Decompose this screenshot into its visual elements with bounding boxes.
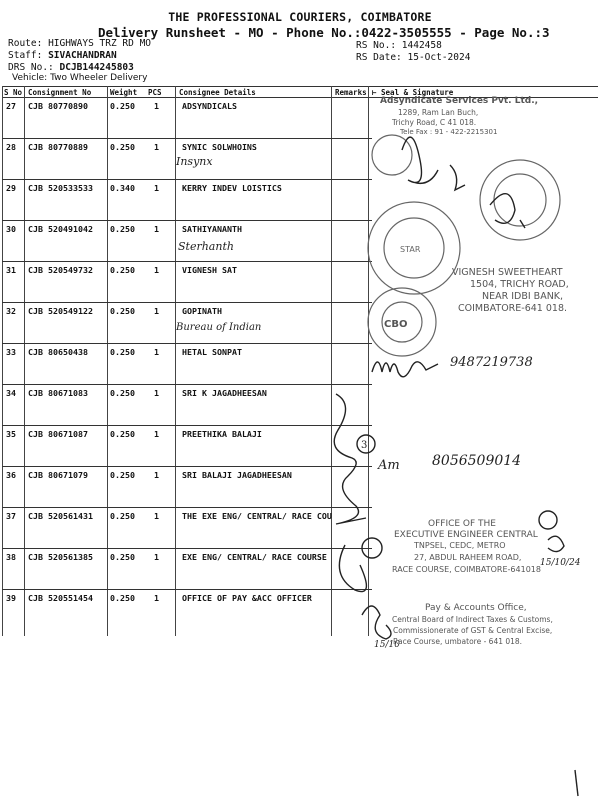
row-consignee: SRI BALAJI JAGADHEESAN	[182, 470, 292, 480]
row-consignment-no: CJB 520549122	[28, 306, 93, 316]
col-header-weight: Weight	[110, 88, 138, 97]
col-header-consignment: Consignment No	[28, 88, 92, 97]
stamp-bis-label: CBO	[384, 319, 408, 330]
row-consignment-no: CJB 520549732	[28, 265, 93, 275]
row-consignee: VIGNESH SAT	[182, 265, 237, 275]
stamp-vignesh-line1: VIGNESH SWEETHEART	[452, 267, 563, 278]
row-pcs: 1	[154, 470, 159, 480]
row-weight: 0.250	[110, 388, 135, 398]
row-consignee: KERRY INDEV LOISTICS	[182, 183, 282, 193]
stray-pen-mark	[575, 770, 578, 796]
handwritten-signature-row30: Sterhanth	[178, 240, 234, 253]
col-header-pcs: PCS	[148, 88, 162, 97]
row-pcs: 1	[154, 183, 159, 193]
rs-date-value: 15-Oct-2024	[407, 52, 471, 63]
handwritten-signature-row32: Bureau of Indian	[176, 322, 262, 333]
row-consignee: EXE ENG/ CENTRAL/ RACE COURSE	[182, 552, 327, 562]
row-pcs: 1	[154, 552, 159, 562]
signature-scribble-row29	[490, 194, 525, 228]
round-seal-bis	[368, 288, 436, 356]
svg-text:STAR: STAR	[400, 245, 421, 254]
round-seal-kerry-indev	[480, 160, 560, 240]
row-weight: 0.250	[110, 593, 135, 603]
row-consignment-no: CJB 520561385	[28, 552, 93, 562]
drs-label: DRS No.:	[8, 62, 54, 73]
row-sno: 27	[6, 101, 16, 111]
handwritten-signature-row28: Insynx	[176, 155, 213, 168]
row-consignee: HETAL SONPAT	[182, 347, 242, 357]
row-pcs: 1	[154, 224, 159, 234]
seal-marker-icon: ⊢	[372, 88, 377, 97]
row-weight: 0.340	[110, 183, 135, 193]
col-header-remarks: Remarks	[335, 88, 367, 97]
row-consignee: SATHIYANANTH	[182, 224, 242, 234]
row-consignment-no: CJB 520551454	[28, 593, 93, 603]
row-sno: 37	[6, 511, 16, 521]
row-consignee: SRI K JAGADHEESAN	[182, 388, 267, 398]
row-weight: 0.250	[110, 306, 135, 316]
row-weight: 0.250	[110, 470, 135, 480]
col-header-seal-label: Seal & Signature	[381, 88, 454, 97]
stamp-adsyndicate-tel: Tele Fax : 91 - 422-2215301	[400, 128, 498, 136]
row-consignment-no: CJB 80770890	[28, 101, 88, 111]
row-pcs: 1	[154, 265, 159, 275]
row-pcs: 1	[154, 429, 159, 439]
row-weight: 0.250	[110, 142, 135, 152]
row-weight: 0.250	[110, 511, 135, 521]
circle-mark-2-row37	[539, 511, 557, 529]
row-pcs: 1	[154, 142, 159, 152]
col-header-sno: S No	[4, 88, 23, 97]
row-weight: 0.250	[110, 552, 135, 562]
vehicle-value: Two Wheeler Delivery	[50, 73, 148, 83]
stamp-exe-line3: TNPSEL, CEDC, METRO	[414, 541, 506, 550]
row-weight: 0.250	[110, 101, 135, 111]
company-title: THE PROFESSIONAL COURIERS, COIMBATORE	[168, 10, 432, 24]
row-sno: 38	[6, 552, 16, 562]
row-consignment-no: CJB 520561431	[28, 511, 93, 521]
row-consignment-no: CJB 80650438	[28, 347, 88, 357]
handwritten-phone-row36: 8056509014	[432, 453, 522, 469]
row-consignee: PREETHIKA BALAJI	[182, 429, 262, 439]
handwritten-date-row39: 15/10	[374, 640, 400, 650]
row-sno: 39	[6, 593, 16, 603]
signature-scribble-row38-right	[548, 536, 564, 551]
signature-scribble-row28	[402, 137, 465, 190]
rs-no-label: RS No.:	[356, 40, 397, 51]
stamp-exe-line2: EXECUTIVE ENGINEER CENTRAL	[394, 530, 538, 540]
round-seal-star-health	[368, 202, 460, 294]
runsheet-title: Delivery Runsheet - MO - Phone No.:0422-3505555 - Page No.:3	[98, 25, 550, 40]
row-sno: 34	[6, 388, 16, 398]
row-weight: 0.250	[110, 429, 135, 439]
row-consignee: THE EXE ENG/ CENTRAL/ RACE COU	[182, 511, 332, 521]
row-consignee: GOPINATH	[182, 306, 222, 316]
stamp-pay-line2: Central Board of Indirect Taxes & Customs,	[392, 615, 553, 624]
row-pcs: 1	[154, 101, 159, 111]
stamp-vignesh-line3: NEAR IDBI BANK,	[482, 291, 564, 302]
row-pcs: 1	[154, 306, 159, 316]
stamp-exe-line5: RACE COURSE, COIMBATORE-641018	[392, 565, 541, 574]
route-label: Route:	[8, 38, 43, 49]
stamp-pay-line4: Race Course, umbatore - 641 018.	[393, 637, 523, 646]
row-consignee: SYNIC SOLWHOINS	[182, 142, 257, 152]
stamp-vignesh-line2: 1504, TRICHY ROAD,	[470, 279, 569, 290]
bracket-scribble-rows34-37	[334, 394, 366, 524]
staff-value: SIVACHANDRAN	[48, 50, 117, 61]
row-sno: 30	[6, 224, 16, 234]
stamp-exe-line1: OFFICE OF THE	[428, 519, 496, 529]
row-weight: 0.250	[110, 265, 135, 275]
row-consignee: ADSYNDICALS	[182, 101, 237, 111]
stamp-pay-line1: Pay & Accounts Office,	[425, 603, 527, 613]
rs-no-value: 1442458	[401, 40, 442, 51]
rs-date-label: RS Date:	[356, 52, 402, 63]
signature-scribble-row33	[372, 362, 438, 377]
stamp-exe-line4: 27, ABDUL RAHEEM ROAD,	[414, 553, 522, 562]
row-pcs: 1	[154, 511, 159, 521]
row-pcs: 1	[154, 347, 159, 357]
row-sno: 35	[6, 429, 16, 439]
stamp-vignesh-line4: COIMBATORE-641 018.	[458, 303, 568, 314]
row-pcs: 1	[154, 388, 159, 398]
handwritten-phone-row33: 9487219738	[450, 355, 533, 370]
row-pcs: 1	[154, 593, 159, 603]
row-sno: 33	[6, 347, 16, 357]
stamp-adsyndicate-address2: Trichy Road, C 41 018.	[392, 118, 477, 127]
route-value: HIGHWAYS TRZ RD MO	[48, 38, 152, 49]
row-consignment-no: CJB 520533533	[28, 183, 93, 193]
handwritten-signature-row36: Am	[378, 458, 400, 473]
row-weight: 0.250	[110, 224, 135, 234]
row-sno: 36	[6, 470, 16, 480]
row-sno: 31	[6, 265, 16, 275]
stamp-adsyndicate-name: Adsyndicate Services Pvt. Ltd.,	[380, 96, 539, 106]
row-consignee: OFFICE OF PAY &ACC OFFICER	[182, 593, 312, 603]
stamp-adsyndicate-address1: 1289, Ram Lan Buch,	[398, 108, 479, 117]
drs-value: DCJB144245803	[59, 62, 134, 73]
circle-mark-3-digit: 3	[361, 440, 368, 451]
circle-mark-2-row38	[362, 538, 382, 558]
row-consignment-no: CJB 80671087	[28, 429, 88, 439]
row-consignment-no: CJB 80671083	[28, 388, 88, 398]
row-sno: 32	[6, 306, 16, 316]
row-consignment-no: CJB 80770889	[28, 142, 88, 152]
vehicle-label: Vehicle:	[12, 73, 48, 83]
handwritten-date-row38: 15/10/24	[540, 558, 581, 568]
col-header-consignee: Consignee Details	[179, 88, 256, 97]
signature-scribble-row39	[362, 606, 391, 639]
row-consignment-no: CJB 80671079	[28, 470, 88, 480]
row-sno: 29	[6, 183, 16, 193]
stamp-pay-line3: Commissionerate of GST & Central Excise,	[393, 626, 553, 635]
staff-label: Staff:	[8, 50, 43, 61]
row-weight: 0.250	[110, 347, 135, 357]
row-consignment-no: CJB 520491042	[28, 224, 93, 234]
row-sno: 28	[6, 142, 16, 152]
